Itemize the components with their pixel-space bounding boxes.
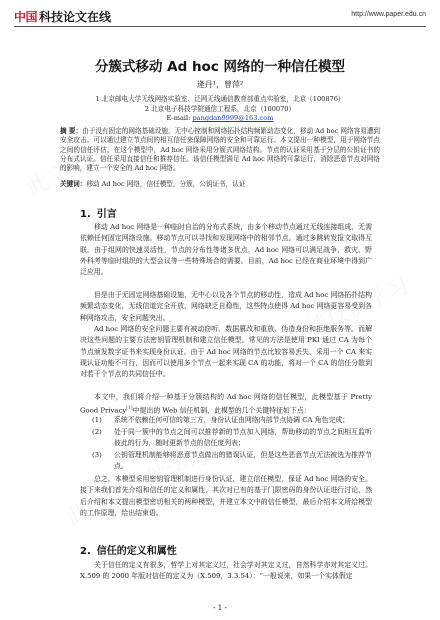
page-number: - 1 - <box>213 604 227 612</box>
section-title: 信任的定义和属性 <box>96 546 177 557</box>
email-label: E-mail: <box>166 114 191 122</box>
citation-link[interactable]: [1] <box>126 406 133 412</box>
list-number: (2) <box>92 428 102 436</box>
affiliation-2: 2 北京电子科技学院通信工程系，北京（100070） <box>144 105 296 113</box>
keywords-label: 关键词： <box>60 180 87 188</box>
email-line <box>0 114 440 122</box>
section-title: 引言 <box>96 209 117 220</box>
paper-title: 分簇式移动 Ad hoc 网络的一种信任模型 <box>94 59 346 75</box>
list-number: (3) <box>92 451 102 459</box>
logo-cn-text: 中国 <box>14 9 38 24</box>
section-heading-2 <box>80 542 177 557</box>
email-link[interactable]: pangdan9999@163.com <box>192 114 274 122</box>
section-number: 2. <box>80 546 91 557</box>
list-item <box>94 415 372 426</box>
paragraph <box>80 392 372 417</box>
logo-main-text: 科技论文在线 <box>39 9 112 24</box>
paragraph-text: 中提出的 Web 信任机制，此模型的几个关键特征如下点： <box>132 406 311 415</box>
header-divider <box>14 26 426 27</box>
site-logo[interactable] <box>14 6 111 26</box>
paragraph-text: 本文中，我们将介绍一种基于分簇结构的 Ad hoc 网络的信任模型，此模型基于 Pretty Good Privacy <box>80 393 372 415</box>
list-number: (1) <box>92 416 102 424</box>
list-text: 处于同一簇中的节点之间可以推荐新的节点加入网络，帮助移动的节点之间相互监听彼此的行为，随时更新节点的信任度列表； <box>114 428 372 448</box>
paragraph: 关于信任的定义有很多，哲学上对其定义过，社会学对其定义过，自然科学亦对其定义过。X.509 的 2000 年版对信任的定义为（X.509，3.3.54）：“一般说来，如果一个实体假定 <box>80 561 372 581</box>
paragraph: 总之，本模型采用密钥管理机制进行身份认证，建立信任模型，保证 Ad hoc 网络的安全。接下来我们首先介绍和信任的定义和属性，其次对已有的基于门限密码的身份认证进行讨论，然后介绍和本文提出模型密切相关的两种模型，并建立本文中的信任模型，最后介绍本文所给模型的工作原理，给出结束语。 <box>80 475 372 517</box>
abstract <box>60 127 380 173</box>
list-item <box>94 427 372 450</box>
list-text: 系统不依赖任何可信的第三方，身份认证由网络内部节点协调 CA 角色完成； <box>114 416 350 424</box>
affiliation-1: 1 北京邮电大学无线网络实验室、泛网无线通信教育部重点实验室，北京（100876） <box>95 95 345 103</box>
abstract-text: 由于没有固定的网络基础设施，无中心控制和网络拓扑结构频繁动态变化，移动 Ad hoc 网络容易遭到安全攻击。可以通过建立节点间的相互信任来保障网络的安全和可靠运行。本文提出一种模型，用于网络节点之间的信任评估。在这个模型中，Ad hoc 网络采用分簇式网络结构。节点的认证采用基于分层的公钥证书的分布式认证。信任采用直接信任和推荐信任。该信任模型满足 Ad hoc 网络的可靠运行，消除恶意节点对网络的影响，建立一个安全的 Ad hoc 网络。 <box>60 127 381 173</box>
section-number: 1. <box>80 209 91 220</box>
abstract-label: 摘 要： <box>60 127 83 135</box>
paragraph: 但是由于无固定网络基础设施，无中心以及各个节点的移动性，造成 Ad hoc 网络拓扑结构频繁动态变化，无线信道完全开放，网络缺乏自稳性，这些特点使得 Ad hoc 网络更容易受到各种网络攻击，安全问题突出。 <box>80 291 372 322</box>
paragraph: 移动 Ad hoc 网络是一种临时自治的分布式系统，由多个移动节点通过无线连接组成，无需依赖任何固定网络设施。移动节点可以寻找和发现网络中的相邻节点，通过多跳转发报文取得互联。由于组网的快速灵活性，节点的分布性等诸多优点，Ad hoc 网络可以满足战争、救灾、野外科考等临时组织的大型会议等一些特殊场合的需要。目前，Ad hoc 已经在商业环境中得到广泛应用。 <box>80 223 372 277</box>
page-header <box>14 6 426 32</box>
section-heading-1 <box>80 205 117 220</box>
paragraph: Ad hoc 网络的安全问题主要有被动窃听、数据篡改和重放、伪造身份和拒绝服务等。而解决这些问题的主要方法密钥管理机制和建立信任模型。常见的方法是使用 PKI 通过 CA 为每个节点颁发数字证书来实现身份认证。由于 Ad hoc 网络的节点比较容易丢失，采用一个 CA 来实现认证功能不可行，因而可以使用多个节点一起来实现 CA 的功能，将对一个 CA 的信任分散到对若干个节点的共同信任中。 <box>80 325 372 379</box>
paper-authors: 逄丹¹，曾萍² <box>196 80 244 89</box>
list-text: 公钥管理机制能够将恶意节点做出的错误认证，但是这些恶意节点无法被选为推荐节点。 <box>114 451 372 471</box>
list-item <box>94 450 372 473</box>
keywords-text: 移动 Ad hoc 网络，信任模型，分簇，公钥证书，认证 <box>86 180 246 188</box>
site-url[interactable]: http://www.paper.edu.cn <box>351 11 426 18</box>
keywords <box>60 178 380 188</box>
